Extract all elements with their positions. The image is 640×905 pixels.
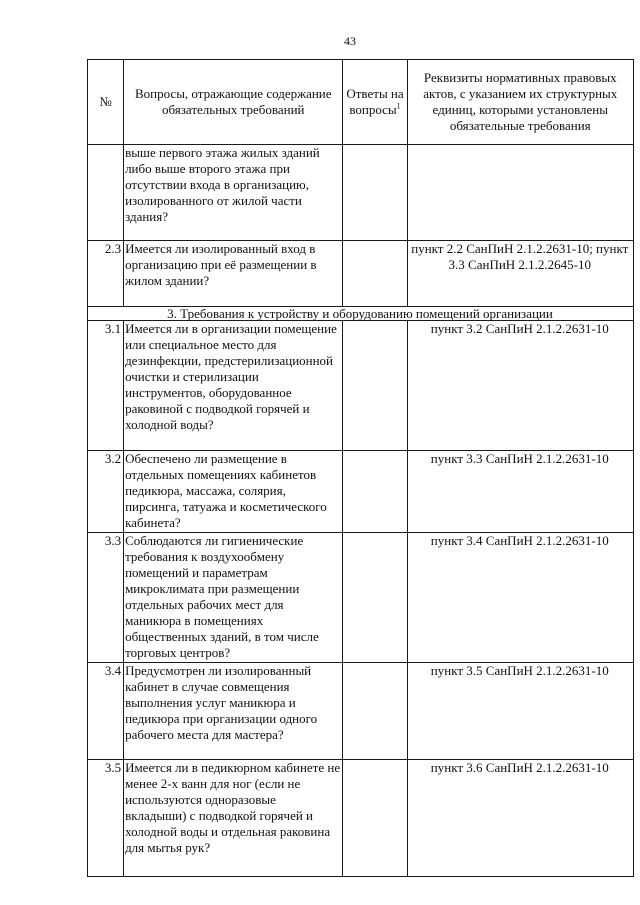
row-question: Обеспечено ли размещение в отдельных помещениях кабинетов педикюра, массажа, солярия, пирсинга, татуажа и косметического кабинета? [124,451,343,533]
row-reference: пункт 3.5 СанПиН 2.1.2.2631-10 [407,663,633,760]
row-number: 3.2 [88,451,124,533]
row-number: 3.4 [88,663,124,760]
table-row [88,241,634,307]
table-row [88,321,634,451]
table-row [88,145,634,241]
row-number: 3.1 [88,321,124,451]
row-number: 2.3 [88,241,124,307]
section-header-row [88,307,634,321]
page-number: 43 [344,34,356,48]
row-reference: пункт 2.2 СанПиН 2.1.2.2631-10; пункт 3.3 СанПиН 2.1.2.2645-10 [407,241,633,307]
row-number: 3.5 [88,760,124,877]
header-answer [343,60,407,145]
section-title: 3. Требования к устройству и оборудованию помещений организации [88,307,634,321]
row-question: Соблюдаются ли гигиенические требования к воздухообмену помещений и параметрам микроклимата при размещении отдельных рабочих мест для маникюра в помещениях общественных зданий, в том числе торговых центров? [124,533,343,663]
row-answer [343,663,407,760]
row-number [88,145,124,241]
row-question: Имеется ли изолированный вход в организацию при её размещении в жилом здании? [124,241,343,307]
row-answer [343,321,407,451]
row-answer [343,241,407,307]
row-answer [343,451,407,533]
table-row [88,451,634,533]
row-reference [407,145,633,241]
table-row [88,533,634,663]
row-number: 3.3 [88,533,124,663]
row-question: Имеется ли в организации помещение или специальное место для дезинфекции, предстерилизационной очистки и стерилизации инструментов, оборудованное раковиной с подводкой горячей и холодной воды? [124,321,343,451]
row-question: Имеется ли в педикюрном кабинете не менее 2-х ванн для ног (если не используются одноразовые вкладыши) с подводкой горячей и холодной воды и отдельная раковина для мытья рук? [124,760,343,877]
row-question: Предусмотрен ли изолированный кабинет в случае совмещения выполнения услуг маникюра и педикюра при организации одного рабочего места для мастера? [124,663,343,760]
requirements-table [87,59,634,877]
row-answer [343,145,407,241]
header-answer-text: Ответы на вопросы [346,86,404,117]
table-row [88,760,634,877]
row-answer [343,760,407,877]
row-reference: пункт 3.4 СанПиН 2.1.2.2631-10 [407,533,633,663]
table-header-row [88,60,634,145]
row-reference: пункт 3.2 СанПиН 2.1.2.2631-10 [407,321,633,451]
row-reference: пункт 3.3 СанПиН 2.1.2.2631-10 [407,451,633,533]
table-row [88,663,634,760]
header-question: Вопросы, отражающие содержание обязательных требований [124,60,343,145]
row-reference: пункт 3.6 СанПиН 2.1.2.2631-10 [407,760,633,877]
row-question: выше первого этажа жилых зданий либо выше второго этажа при отсутствии входа в организацию, изолированного от жилой части здания? [124,145,343,241]
header-reference: Реквизиты нормативных правовых актов, с указанием их структурных единиц, которыми установлены обязательные требования [407,60,633,145]
row-answer [343,533,407,663]
header-num: № [88,60,124,145]
footnote-mark: 1 [396,101,401,111]
